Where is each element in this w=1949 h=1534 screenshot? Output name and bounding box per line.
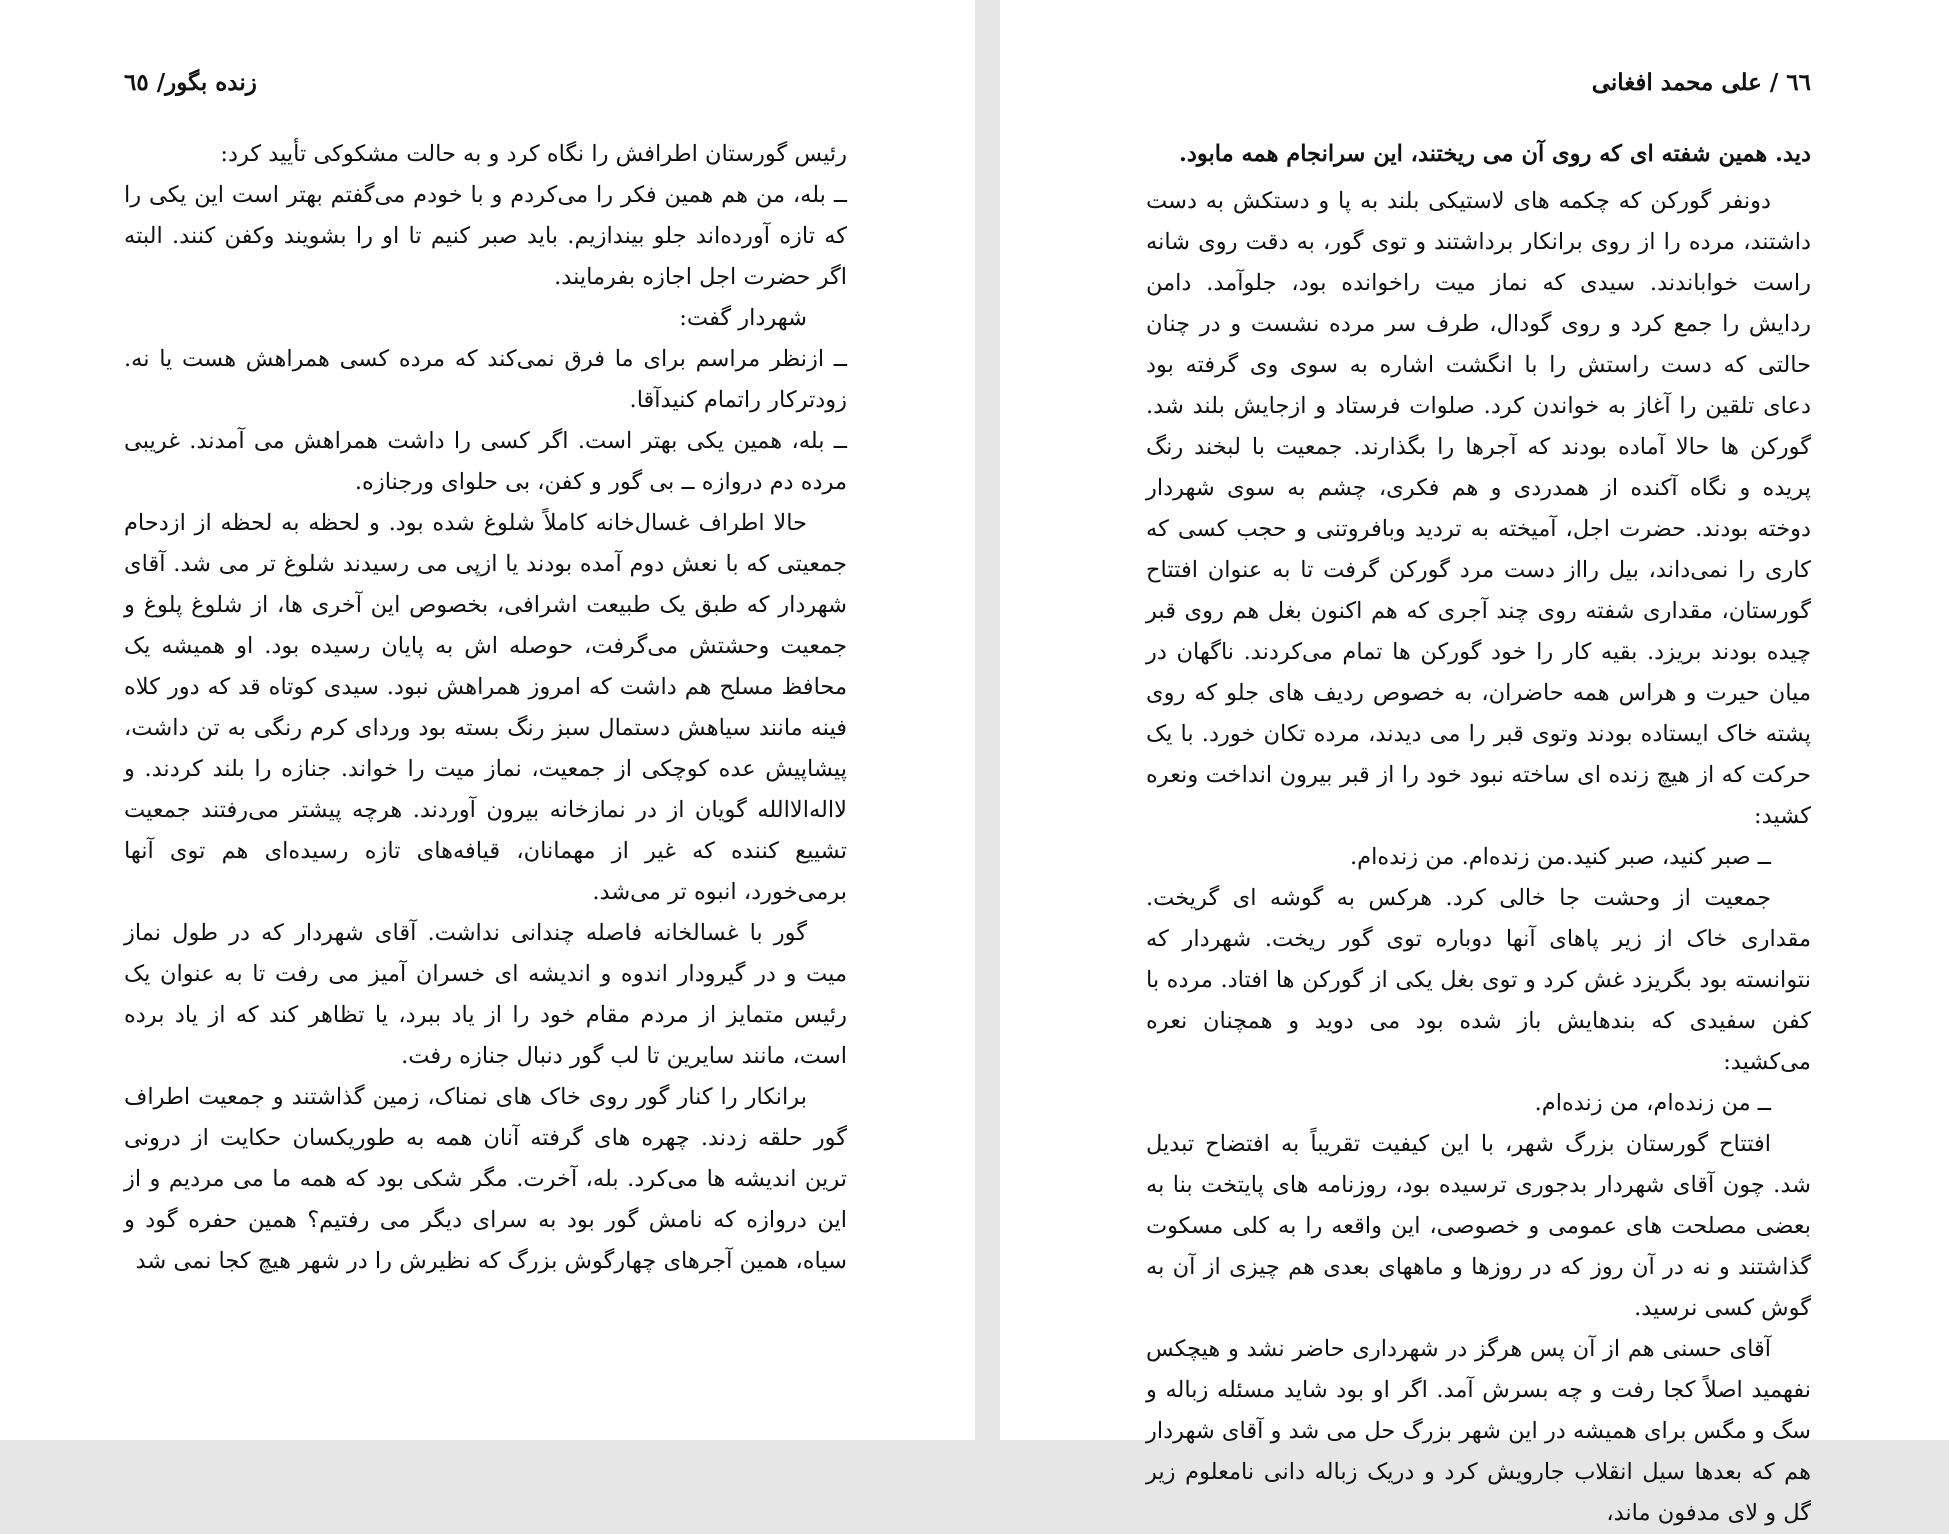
right-page-header: ٦٦ / علی محمد افغانی xyxy=(1591,69,1811,96)
paragraph: ــ بله، من هم همین فکر را می‌کردم و با خودم می‌گفتم بهتر است این یکی را که تازه آورده‌اند جلو بیندازیم. باید صبر کنیم تا او را بشویند وکفن کنند. البته اگر حضرت اجل اجازه بفرمایند. xyxy=(124,182,847,290)
paragraph: ــ ازنظر مراسم برای ما فرق نمی‌کند که مرده کسی همراهش هست یا نه. زودترکار راتمام کنیدآقا. xyxy=(124,346,847,413)
paragraph: گور با غسالخانه فاصله چندانی نداشت. آقای شهردار که در طول نماز میت و در گیرودار اندوه و اندیشه ای خسران آمیز می رفت تا به عنوان یک رئیس متمایز از مردم مقام خود را از یاد ببرد، یا تظاهر کند که از یاد برده است، مانند سایرین تا لب گور دنبال جنازه رفت. xyxy=(124,920,847,1069)
paragraph: ــ من زنده‌ام، من زنده‌ام. xyxy=(1534,1090,1771,1116)
left-page-body xyxy=(124,134,847,1282)
paragraph: دید. همین شفته ای که روی آن می ریختند، این سرانجام همه مابود. xyxy=(1179,141,1811,167)
paragraph: ــ صبر کنید، صبر کنید.من زنده‌ام. من زنده‌ام. xyxy=(1350,844,1771,870)
left-page xyxy=(0,0,975,1440)
paragraph: رئیس گورستان اطرافش را نگاه کرد و به حالت مشکوکی تأیید کرد: xyxy=(220,141,847,167)
paragraph: آقای حسنی هم از آن پس هرگز در شهرداری حاضر نشد و هیچکس نفهمید اصلاً کجا رفت و چه بسرش آمد. اگر او بود شاید مسئله زباله و سگ و مگس برای همیشه در این شهر بزرگ حل می شد و آقای شهردار هم که بعدها سیل انقلاب جارویش کرد و دریک زباله دانی نامعلوم زیر گل و لای مدفون ماند، xyxy=(1146,1336,1811,1526)
right-page-body xyxy=(1146,134,1811,1534)
paragraph: دونفر گورکن که چکمه های لاستیکی بلند به پا و دستکش به دست داشتند، مرده را از روی برانکار برداشتند و توی گور، به دقت روی شانه راست خواباندند. سیدی که نماز میت راخوانده بود، جلوآمد. دامن ردایش را جمع کرد و روی گودال، طرف سر مرده نشست و در چنان حالتی که دست راستش را با انگشت اشاره به سوی وی گرفته بود دعای تلقین را آغاز به خواندن کرد. صلوات فرستاد و ازجایش بلند شد. گورکن ها حالا آماده بودند که آجرها را بگذارند. جمعیت با لبخند رنگ پریده و نگاه آکنده از همدردی و هم فکری، چشم به سوی شهردار دوخته بودند. حضرت اجل، آمیخته به تردید وبافروتنی و حجب کسی که کاری را نمی‌داند، بیل رااز دست مرد گورکن گرفت تا به عنوان افتتاح گورستان، مقداری شفته روی چند آجری که هم اکنون بغل هم روی قبر چیده بودند بریزد. بقیه کار را خود گورکن ها تمام می‌کردند. ناگهان در میان حیرت و هراس همه حاضران، به خصوص ردیف های جلو که روی پشته خاک ایستاده بودند وتوی قبر را می دیدند، مرده تکان خورد. با یک حرکت که از هیچ زنده ای ساخته نبود خود را از قبر بیرون انداخت ونعره کشید: xyxy=(1146,188,1811,829)
right-page xyxy=(1000,0,1949,1526)
paragraph: ــ بله، همین یکی بهتر است. اگر کسی را داشت همراهش می آمدند. غریبی مرده دم دروازه ــ بی گور و کفن، بی حلوای ورجنازه. xyxy=(124,428,847,495)
paragraph: برانکار را کنار گور روی خاک های نمناک، زمین گذاشتند و جمعیت اطراف گور حلقه زدند. چهره های گرفته آنان همه به طوریکسان حکایت از درونی ترین اندیشه ها می‌کرد. بله، آخرت. مگر شکی بود که همه ما می مردیم و از این دروازه که نامش گور بود به سرای دیگر می رفتیم؟ همین حفره گود و سیاه، همین آجرهای چهارگوش بزرگ که نظیرش را در شهر هیچ کجا نمی شد xyxy=(124,1084,847,1274)
paragraph: شهردار گفت: xyxy=(679,305,807,331)
paragraph: حالا اطراف غسال‌خانه کاملاً شلوغ شده بود. و لحظه به لحظه از ازدحام جمعیتی که با نعش دوم آمده بودند یا ازپی می رسیدند شلوغ تر می شد. آقای شهردار که طبق یک طبیعت اشرافی، بخصوص این آخری ها، از شلوغ پلوغ و جمعیت وحشتش می‌گرفت، حوصله اش به پایان رسیده بود. او همیشه یک محافظ مسلح هم داشت که امروز همراهش نبود. سیدی کوتاه قد که دور کلاه فینه مانند سیاهش دستمال سبز رنگ بسته بود وردای کرم رنگی به تن داشت، پیشاپیش عده کوچکی از جمعیت، نماز میت را خواند. جنازه را بلند کردند. و لااله‌الاالله گویان از در نمازخانه بیرون آوردند. هرچه پیشتر می‌رفتند جمعیت تشییع کننده که غیر از مهمانان، قیافه‌های تازه رسیده‌ای هم توی آنها برمی‌خورد، انبوه تر می‌شد. xyxy=(124,510,847,905)
paragraph: جمعیت از وحشت جا خالی کرد. هرکس به گوشه ای گریخت. مقداری خاک از زیر پاهای آنها دوباره توی گور ریخت. شهردار که نتوانسته بود بگریزد غش کرد و توی بغل یکی از گورکن ها افتاد. مرده با کفن سفیدی که بندهایش باز شده بود می دوید و همچنان نعره می‌کشید: xyxy=(1146,885,1811,1075)
paragraph: افتتاح گورستان بزرگ شهر، با این کیفیت تقریباً به افتضاح تبدیل شد. چون آقای شهردار بدجوری ترسیده بود، روزنامه های پایتخت بنا به بعضی مصلحت های عمومی و خصوصی، این واقعه را به کلی مسکوت گذاشتند و نه در آن روز که در روزها و ماههای بعدی هم چیزی از آن به گوش کسی نرسید. xyxy=(1146,1131,1811,1321)
left-page-header: زنده بگور/ ٦٥ xyxy=(124,69,257,96)
